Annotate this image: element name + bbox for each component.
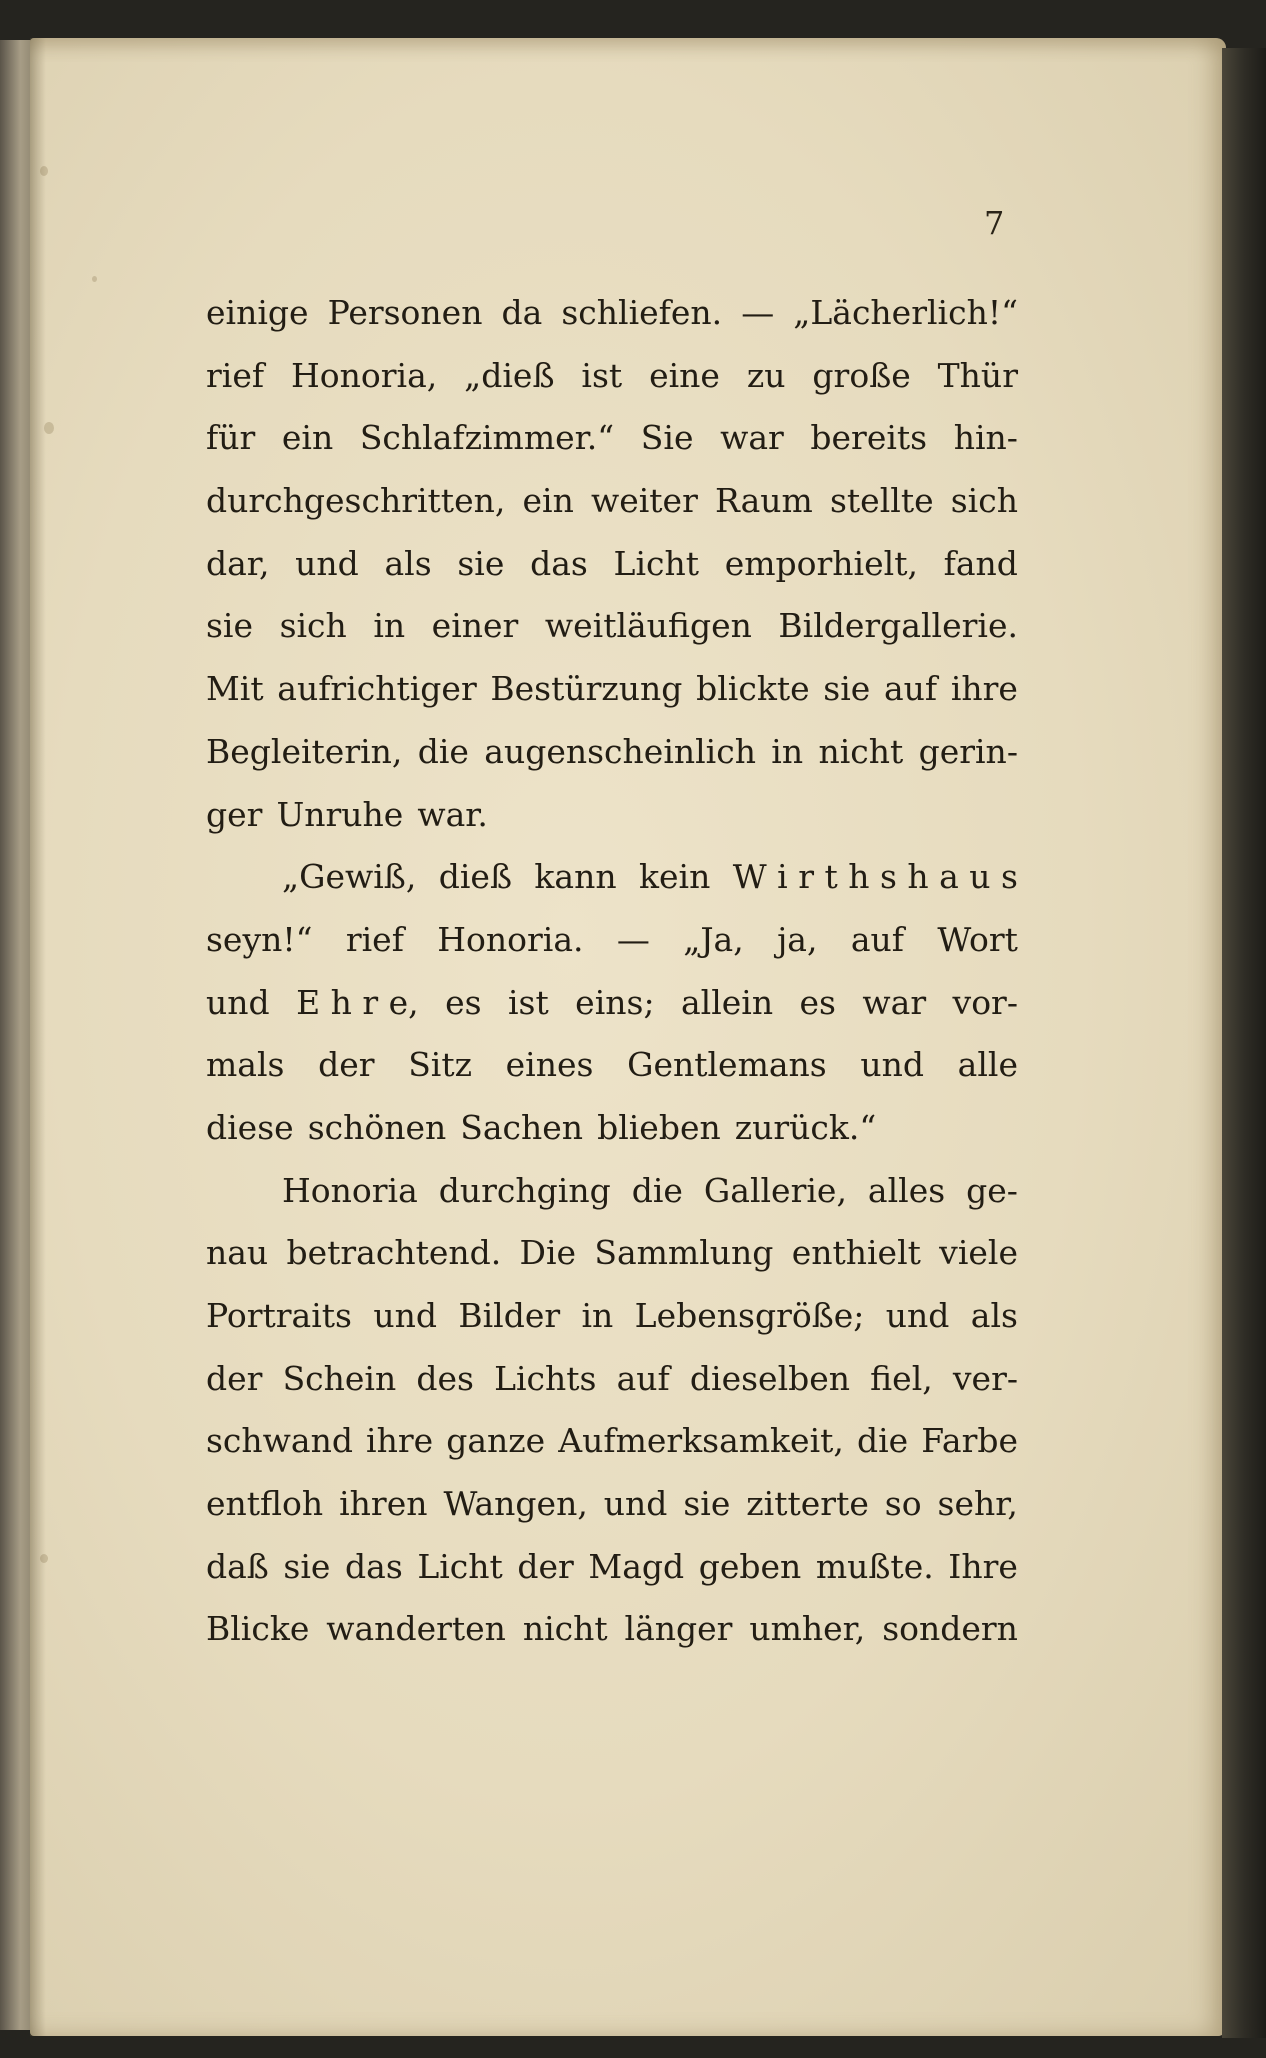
- word: viele: [939, 1233, 1018, 1273]
- word: Bildergallerie.: [778, 606, 1018, 646]
- word: Bestürzung: [490, 669, 683, 709]
- word: sich: [279, 606, 347, 646]
- word: war.: [417, 794, 488, 834]
- paper-spot: [44, 422, 54, 434]
- text-line: [206, 533, 1018, 596]
- word: ihre: [366, 1421, 434, 1461]
- word: Begleiterin,: [206, 731, 403, 771]
- word: ihren: [339, 1484, 428, 1524]
- text-line: [206, 909, 1018, 972]
- word: als: [384, 543, 432, 583]
- word: einer: [431, 606, 519, 646]
- word: umher,: [749, 1609, 866, 1649]
- word: mußte.: [815, 1546, 934, 1586]
- word: enthielt: [791, 1233, 921, 1273]
- paper-spot: [92, 276, 97, 282]
- paper-spot: [40, 166, 48, 176]
- word: da: [501, 293, 543, 332]
- word: sie: [823, 669, 871, 709]
- word: und: [295, 543, 359, 583]
- text-line: [206, 846, 1018, 909]
- word: sehr,: [937, 1484, 1018, 1524]
- text-line: [206, 972, 1018, 1035]
- text-line: [206, 1598, 1018, 1661]
- text-line: [206, 658, 1018, 721]
- page-number: 7: [984, 204, 1005, 242]
- text-line: [206, 595, 1018, 658]
- word: ihre: [950, 669, 1018, 709]
- word: in: [373, 606, 406, 646]
- word: sie: [683, 1484, 731, 1524]
- word: und: [885, 1296, 950, 1335]
- word: das: [345, 1546, 403, 1586]
- word: E h r e,: [296, 982, 419, 1022]
- word: nicht: [522, 1609, 608, 1649]
- word: eine: [649, 355, 720, 395]
- word: ver-: [952, 1358, 1018, 1398]
- paper-spot: [40, 1554, 48, 1563]
- word: nicht: [818, 731, 904, 771]
- word: rief: [345, 919, 404, 959]
- word: seyn!“: [206, 919, 313, 959]
- word: Unruhe: [276, 794, 404, 834]
- word: fand: [943, 543, 1018, 583]
- word: sie: [283, 1546, 331, 1586]
- word: blieben: [597, 1107, 721, 1147]
- word: die: [631, 1170, 683, 1210]
- word: auf: [884, 669, 938, 709]
- word: diese: [206, 1107, 294, 1147]
- word: durchgeschritten,: [206, 481, 506, 521]
- word: durchging: [438, 1170, 611, 1210]
- word: in: [771, 731, 804, 771]
- word: die: [856, 1421, 909, 1461]
- word: Farbe: [921, 1421, 1018, 1461]
- text-line: [206, 1473, 1018, 1536]
- word: Sie: [640, 418, 694, 458]
- word: Bilder: [458, 1296, 561, 1335]
- word: so: [884, 1484, 922, 1524]
- word: vor-: [952, 982, 1018, 1022]
- word: die: [417, 731, 469, 771]
- word: augenscheinlich: [484, 731, 756, 771]
- word: geben: [698, 1546, 802, 1586]
- word: ein: [522, 481, 574, 521]
- word: —: [741, 293, 775, 332]
- word: ge-: [966, 1170, 1018, 1210]
- word: Sitz: [408, 1045, 472, 1085]
- word: sie: [457, 543, 505, 583]
- word: hin-: [953, 418, 1018, 458]
- word: rief: [206, 355, 265, 395]
- word: Gentlemans: [627, 1045, 827, 1085]
- word: Mit: [206, 669, 264, 709]
- word: Wort: [937, 919, 1018, 959]
- word: nau: [206, 1233, 269, 1273]
- text-line: [206, 345, 1018, 408]
- word: Blicke: [206, 1609, 310, 1649]
- text-line: [206, 1348, 1018, 1411]
- text-line: [206, 407, 1018, 470]
- word: ger: [206, 794, 263, 834]
- text-line: [206, 470, 1018, 533]
- word: bereits: [810, 418, 928, 458]
- word: eines: [505, 1045, 594, 1085]
- word: und: [373, 1296, 437, 1335]
- word: betrachtend.: [286, 1233, 502, 1273]
- word: auf: [616, 1358, 670, 1398]
- word: dar,: [206, 543, 270, 583]
- word: sich: [950, 481, 1018, 521]
- word: Die: [519, 1233, 577, 1273]
- word: alle: [957, 1045, 1018, 1085]
- book-cover-edge: [1222, 48, 1266, 2038]
- word: es: [445, 982, 482, 1022]
- word: große: [812, 355, 911, 395]
- word: weitläufigen: [544, 606, 752, 646]
- word: schwand: [206, 1421, 353, 1461]
- text-line: [206, 1536, 1018, 1599]
- body-text: [206, 282, 1018, 1661]
- word: der: [517, 1546, 574, 1586]
- word: ist: [507, 982, 549, 1022]
- text-line: [206, 1034, 1018, 1097]
- word: Ihre: [948, 1546, 1018, 1586]
- word: aufrichtiger: [277, 669, 477, 709]
- word: W i r t h s h a u s: [732, 857, 1018, 897]
- word: Magd: [588, 1546, 685, 1586]
- word: war: [720, 418, 784, 458]
- word: Sachen: [460, 1107, 584, 1147]
- word: mals: [206, 1045, 285, 1085]
- word: Honoria: [282, 1170, 418, 1210]
- text-line: [206, 1097, 1018, 1160]
- word: Thür: [937, 355, 1018, 395]
- word: war: [862, 982, 927, 1022]
- word: kein: [639, 857, 711, 897]
- word: Schlafzimmer.“: [359, 418, 615, 458]
- word: zu: [746, 355, 786, 395]
- text-line: [206, 1410, 1018, 1473]
- gutter-shadow: [30, 38, 46, 2036]
- word: Personen: [327, 293, 483, 332]
- text-line: [206, 721, 1018, 784]
- left-page-edge: [0, 40, 34, 2030]
- word: wanderten: [326, 1609, 506, 1649]
- text-line: [206, 282, 1018, 345]
- text-line: [206, 1160, 1018, 1223]
- text-line: [206, 1222, 1018, 1285]
- word: ein: [281, 418, 334, 458]
- word: alles: [867, 1170, 946, 1210]
- word: —: [616, 919, 650, 959]
- word: Schein: [282, 1358, 397, 1398]
- word: gerin-: [918, 731, 1018, 771]
- word: „Ja,: [683, 919, 744, 959]
- word: zitterte: [746, 1484, 869, 1524]
- word: der: [318, 1045, 375, 1085]
- word: allein: [680, 982, 774, 1022]
- word: sondern: [882, 1609, 1018, 1649]
- word: „Lächerlich!“: [793, 293, 1018, 332]
- word: eins;: [575, 982, 655, 1022]
- word: Licht: [417, 1546, 503, 1586]
- word: das: [530, 543, 588, 583]
- word: kann: [534, 857, 617, 897]
- word: entfloh: [206, 1484, 324, 1524]
- word: ganze: [446, 1421, 546, 1461]
- word: Sammlung: [594, 1233, 774, 1273]
- word: länger: [624, 1609, 733, 1649]
- word: Aufmerksamkeit,: [558, 1421, 844, 1461]
- word: ja,: [777, 919, 818, 959]
- word: „dieß: [464, 355, 555, 395]
- word: für: [206, 418, 256, 458]
- word: zurück.“: [734, 1107, 877, 1147]
- text-line: [206, 1285, 1018, 1348]
- text-line: [206, 784, 1018, 847]
- word: Gallerie,: [703, 1170, 847, 1210]
- word: auf: [850, 919, 904, 959]
- word: und: [603, 1484, 668, 1524]
- word: einige: [206, 293, 309, 332]
- word: als: [970, 1296, 1018, 1335]
- word: schönen: [307, 1107, 447, 1147]
- word: Lebensgröße;: [634, 1296, 865, 1335]
- word: sie: [206, 606, 254, 646]
- word: Honoria.: [437, 919, 584, 959]
- word: und: [860, 1045, 925, 1085]
- word: es: [799, 982, 836, 1022]
- word: der: [206, 1358, 263, 1398]
- word: emporhielt,: [724, 543, 918, 583]
- word: Honoria,: [290, 355, 438, 395]
- word: Licht: [613, 543, 700, 583]
- word: stellte: [829, 481, 934, 521]
- word: Raum: [715, 481, 813, 521]
- word: Wangen,: [443, 1484, 588, 1524]
- word: ist: [581, 355, 623, 395]
- word: Lichts: [494, 1358, 597, 1398]
- word: weiter: [590, 481, 698, 521]
- word: schliefen.: [561, 293, 723, 332]
- word: in: [581, 1296, 614, 1335]
- word: fiel,: [870, 1358, 933, 1398]
- word: blickte: [696, 669, 810, 709]
- word: des: [416, 1358, 474, 1398]
- word: und: [206, 982, 270, 1022]
- word: daß: [206, 1546, 269, 1586]
- word: dieselben: [689, 1358, 851, 1398]
- word: Portraits: [206, 1296, 352, 1335]
- word: „Gewiß,: [282, 857, 417, 897]
- word: dieß: [438, 857, 512, 897]
